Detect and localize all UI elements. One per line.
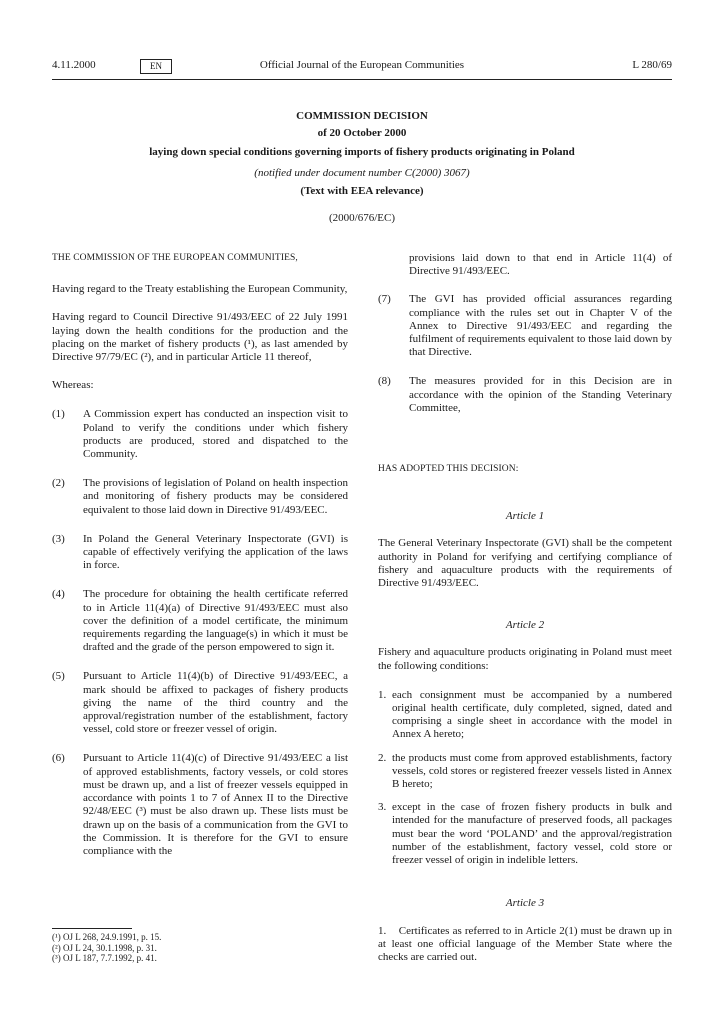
title-block [52, 110, 672, 228]
article-2-item-1 [378, 689, 672, 742]
journal-title: Official Journal of the European Communities [259, 59, 465, 71]
recital-text: Pursuant to Article 11(4)(c) of Directive 91/493/EEC a list of approved establishments, factory vessels, or cold stores must be drawn up, and a list of freezer vessels equipped in accordance with points 1 to 7 of Annex II to the Directive 92/48/EEC (³) must be also drawn up. These lists must be drawn up on the basis of a communication from the GVI to the Commission. It is therefore for the GVI to ensure compliance with the [83, 752, 348, 857]
page-reference: L 280/69 [632, 59, 672, 71]
item-number: 3. [378, 801, 387, 814]
recital-regard-directive: Having regard to Council Directive 91/493/EEC of 22 July 1991 laying down the health conditions for the production and the placing on the market of fishery products (¹), as last amended by Directive 97/79/EC (²), and in particular Article 11 thereof, [52, 311, 348, 364]
article-3-title: Article 3 [505, 897, 545, 910]
article-1-text: The General Veterinary Inspectorate (GVI) shall be the competent authority in Poland for verifying and certifying compliance of fishery and aquaculture products with the requirements of Directive 91/493/EEC. [378, 537, 672, 590]
article-1-title: Article 1 [505, 510, 545, 523]
recital-text: The measures provided for in this Decision are in accordance with the opinion of the Standing Veterinary Committee, [409, 375, 672, 414]
footnote-rule [52, 928, 132, 929]
recital-text: provisions laid down to that end in Article 11(4) of Directive 91/493/EEC. [409, 252, 672, 278]
language-badge: EN [140, 59, 172, 74]
recital-number: (5) [52, 670, 65, 683]
recital-1 [52, 408, 348, 461]
publication-date: 4.11.2000 [52, 59, 96, 71]
intro-line: THE COMMISSION OF THE EUROPEAN COMMUNITIES, [52, 253, 298, 263]
recital-text: In Poland the General Veterinary Inspectorate (GVI) is capable of effectively verifying the application of the laws in force. [83, 532, 348, 572]
item-number: 2. [378, 751, 387, 764]
recital-number: (2) [52, 477, 65, 490]
right-column [378, 252, 675, 964]
recital-2 [52, 477, 348, 517]
recital-number: (1) [52, 408, 65, 421]
item-text: each consignment must be accompanied by a numbered original health certificate, duly completed, signed, dated and comprising a single sheet in accordance with the model in Annex A hereto; [392, 688, 672, 741]
decision-title: COMMISSION DECISION [296, 110, 428, 122]
recital-number: (8) [378, 375, 391, 388]
left-column [52, 252, 348, 858]
recital-6 [52, 752, 348, 858]
footnote-2: (²) OJ L 24, 30.1.1998, p. 31. [52, 942, 157, 953]
recital-5 [52, 670, 348, 736]
eea-relevance: (Text with EEA relevance) [300, 185, 424, 197]
recital-6-continued [378, 252, 672, 278]
recital-7 [378, 293, 672, 359]
recital-8 [378, 375, 672, 415]
whereas-label: Whereas: [52, 379, 94, 392]
notification-note: (notified under document number C(2000) 3067) [254, 167, 470, 179]
decision-subject: laying down special conditions governing imports of fishery products originating in Poland [149, 146, 575, 158]
recital-3 [52, 533, 348, 573]
recital-text: The procedure for obtaining the health certificate referred to in Article 11(4)(a) of Directive 91/493/EEC must also cover the definition of a model certificate, the minimum requirements regarding the language(s) in which it must be drafted and the grade of the person empowered to sign it. [83, 588, 348, 654]
item-text: the products must come from approved establishments, factory vessels, cold stores or registered freezer vessels listed in Annex B hereto; [392, 751, 672, 791]
footnotes [52, 932, 348, 964]
recital-number: (3) [52, 532, 65, 545]
recital-4 [52, 588, 348, 654]
recital-number: (6) [52, 752, 65, 765]
item-number: 1. [378, 688, 387, 701]
article-2-item-3 [378, 801, 672, 867]
item-text: except in the case of frozen fishery products in bulk and intended for the manufacture of preserved foods, all packages must bear the word ‘POLAND’ and the approval/registration number of the establishment, factory vessel, cold store or freezer vessel of origin in indelible letters. [392, 801, 672, 867]
recital-text: A Commission expert has conducted an inspection visit to Poland to verify the conditions under which fishery products are produced, stored and dispatched to the Community. [83, 408, 348, 461]
article-2-intro: Fishery and aquaculture products originating in Poland must meet the following conditions: [378, 646, 672, 672]
article-2-title: Article 2 [505, 619, 545, 632]
adopted-statement: HAS ADOPTED THIS DECISION: [378, 464, 519, 475]
footnote-1: (¹) OJ L 268, 24.9.1991, p. 15. [52, 932, 162, 942]
recital-number: (4) [52, 588, 65, 601]
article-3-text: 1. Certificates as referred to in Article 2(1) must be drawn up in at least one official language of the Member State where the checks are carried out. [378, 924, 675, 963]
decision-date: of 20 October 2000 [317, 127, 407, 139]
recital-text: Pursuant to Article 11(4)(b) of Directive 91/493/EEC, a mark should be affixed to packages of fishery products giving the name of the third country and the approval/registration number of the establishment, factory vessel, cold store or freezer vessel of origin. [83, 670, 348, 736]
header-rule [52, 79, 672, 80]
recital-text: The provisions of legislation of Poland on health inspection and monitoring of fishery products may be considered equivalent to those laid down in Directive 91/493/EEC. [83, 477, 348, 516]
decision-number: (2000/676/EC) [329, 212, 395, 224]
recital-regard-treaty: Having regard to the Treaty establishing the European Community, [52, 283, 348, 296]
article-2-item-2 [378, 752, 672, 792]
page-header [52, 59, 672, 79]
footnote-3: (³) OJ L 187, 7.7.1992, p. 41. [52, 953, 157, 963]
recital-number: (7) [378, 293, 391, 306]
recital-text: The GVI has provided official assurances regarding compliance with the rules set out in Chapter V of the Annex to Directive 91/493/EEC and regarding the fulfilment of requirements equivalent to those laid down by that Directive. [409, 293, 672, 359]
